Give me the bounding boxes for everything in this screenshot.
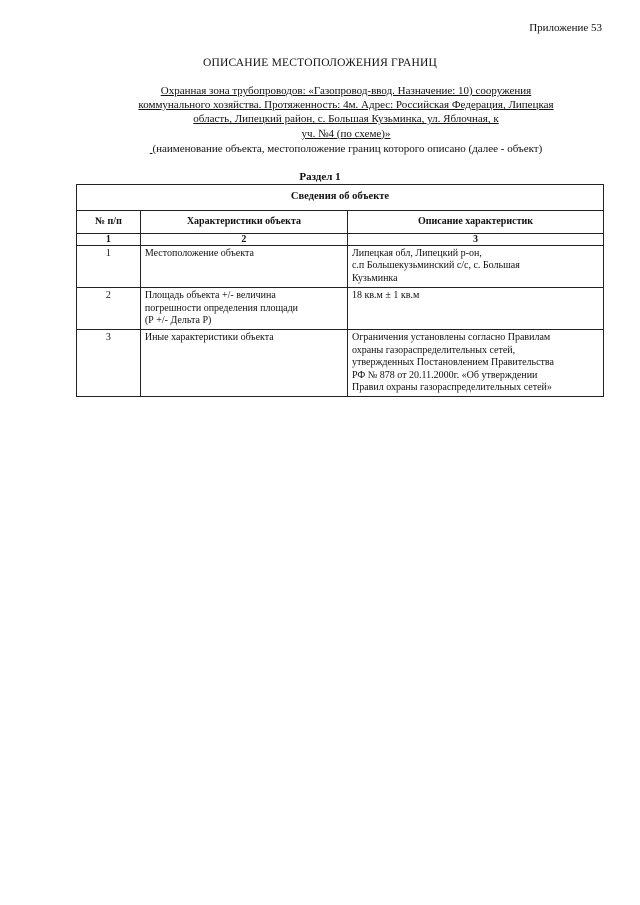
object-description — [86, 84, 606, 141]
row-number: 2 — [77, 288, 141, 330]
row-characteristic: Местоположение объекта — [140, 246, 347, 288]
row-description: Ограничения установлены согласно Правилам охраны газораспределительных сетей, утвержденных Постановлением Правительства РФ № 878 от 20.11.2000г. «Об утверждении Правил охраны газораспределительных сетей» — [347, 330, 603, 397]
column-number: 3 — [347, 234, 603, 246]
column-header-number: № п/п — [77, 211, 141, 234]
row-characteristic: Площадь объекта +/- величина погрешности определения площади (Р +/- Дельта Р) — [140, 288, 347, 330]
row-description: Липецкая обл, Липецкий р-он, с.п Большекузьминский с/с, с. Большая Кузьминка — [347, 246, 603, 288]
object-description-line: область, Липецкий район, с. Большая Кузьминка, ул. Яблочная, к — [193, 113, 499, 126]
appendix-label: Приложение 53 — [529, 22, 602, 34]
column-header-description: Описание характеристик — [347, 211, 603, 234]
table-row — [77, 246, 604, 288]
row-description: 18 кв.м ± 1 кв.м — [347, 288, 603, 330]
section-title: Раздел 1 — [299, 171, 341, 183]
row-number: 1 — [77, 246, 141, 288]
column-number: 1 — [77, 234, 141, 246]
row-number: 3 — [77, 330, 141, 397]
object-info-table — [76, 184, 604, 397]
table-caption-row — [77, 185, 604, 211]
row-characteristic: Иные характеристики объекта — [140, 330, 347, 397]
object-caption-text: (наименование объекта, местоположение границ которого описано (далее - объект) — [152, 143, 543, 155]
table-header-row — [77, 211, 604, 234]
table-caption: Сведения об объекте — [77, 185, 604, 211]
object-caption — [86, 143, 606, 155]
object-description-line: коммунального хозяйства. Протяженность: 4м. Адрес: Российская Федерация, Липецкая — [138, 99, 554, 112]
table-row — [77, 330, 604, 397]
column-number: 2 — [140, 234, 347, 246]
object-description-line: Охранная зона трубопроводов: «Газопровод-ввод. Назначение: 10) сооружения — [160, 85, 532, 97]
table-row — [77, 288, 604, 330]
column-header-characteristic: Характеристики объекта — [140, 211, 347, 234]
column-number-row — [77, 234, 604, 246]
document-title: ОПИСАНИЕ МЕСТОПОЛОЖЕНИЯ ГРАНИЦ — [202, 57, 438, 69]
object-description-line: уч. №4 (по схеме)» — [301, 127, 391, 140]
